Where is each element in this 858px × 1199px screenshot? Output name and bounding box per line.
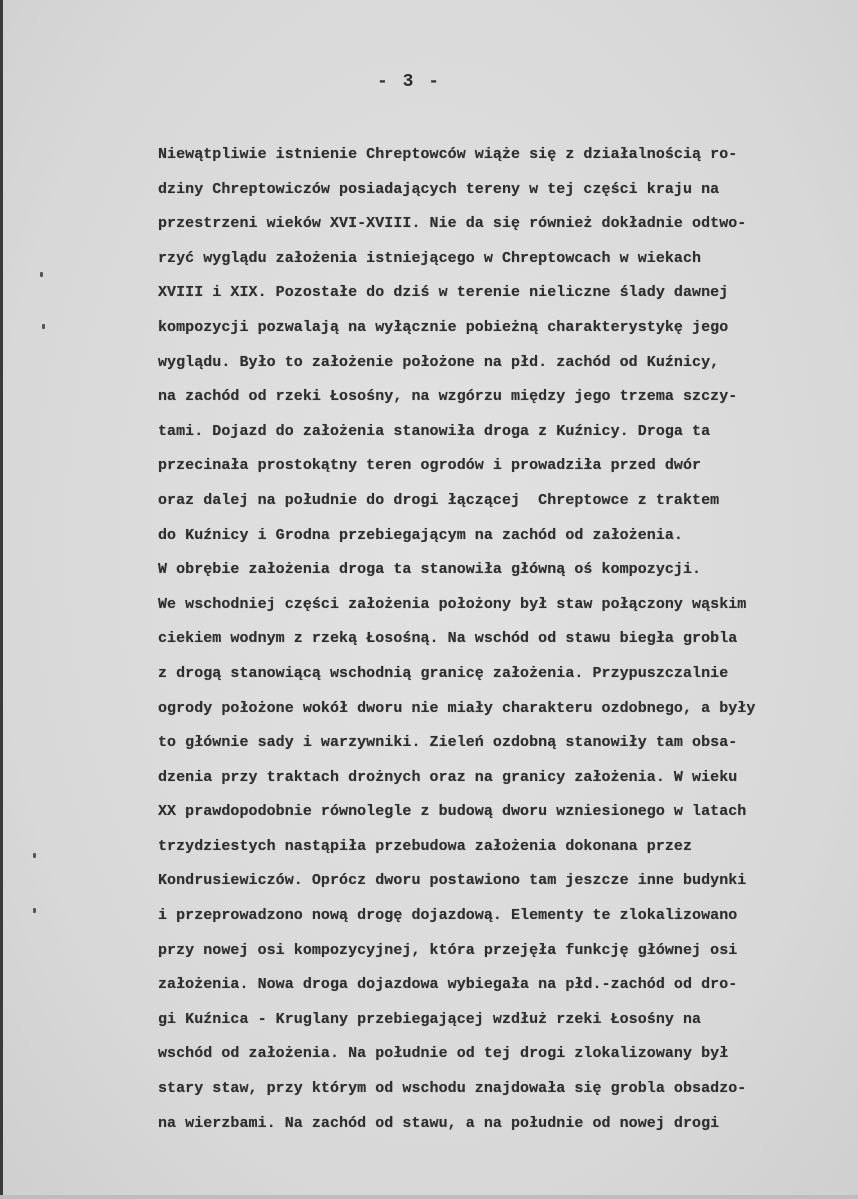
text-line: dziny Chreptowiczów posiadających tereny w tej części kraju na — [158, 180, 720, 198]
body-text — [158, 143, 858, 1146]
text-line: dzenia przy traktach drożnych oraz na granicy założenia. W wieku — [158, 768, 738, 786]
text-line: gi Kuźnica - Kruglany przebiegającej wzdłuż rzeki Łosośny na — [158, 1010, 702, 1028]
text-line: XVIII i XIX. Pozostałe do dziś w terenie nieliczne ślady dawnej — [158, 284, 729, 302]
text-line: Kondrusiewiczów. Oprócz dworu postawiono tam jeszcze inne budynki — [158, 872, 747, 890]
text-line: i przeprowadzono nową drogę dojazdową. Elementy te zlokalizowano — [158, 907, 738, 925]
text-line: XX prawdopodobnie równolegle z budową dworu wzniesionego w latach — [158, 803, 747, 821]
text-line: wschód od założenia. Na południe od tej drogi zlokalizowany był — [158, 1045, 729, 1063]
page-left-edge — [0, 0, 3, 1199]
text-line: przy nowej osi kompozycyjnej, która przejęła funkcję głównej osi — [158, 941, 738, 959]
text-line: Niewątpliwie istnienie Chreptowców wiąże się z działalnością ro- — [158, 146, 738, 163]
page-number: - 3 - — [376, 72, 441, 92]
text-line: rzyć wyglądu założenia istniejącego w Chreptowcach w wiekach — [158, 249, 702, 267]
text-line: ogrody położone wokół dworu nie miały charakteru ozdobnego, a były — [158, 699, 756, 717]
margin-mark — [33, 908, 36, 913]
text-line: z drogą stanowiącą wschodnią granicę założenia. Przypuszczalnie — [158, 664, 729, 682]
margin-mark — [40, 272, 43, 277]
text-line: trzydziestych nastąpiła przebudowa założenia dokonana przez — [158, 837, 693, 855]
text-line: W obrębie założenia droga ta stanowiła główną oś kompozycji. — [158, 561, 702, 579]
text-line: przestrzeni wieków XVI-XVIII. Nie da się również dokładnie odtwo- — [158, 215, 747, 233]
margin-mark — [33, 853, 36, 858]
text-line: ciekiem wodnym z rzeką Łosośną. Na wschód od stawu biegła grobla — [158, 630, 738, 648]
text-line: tami. Dojazd do założenia stanowiła droga z Kuźnicy. Droga ta — [158, 422, 711, 440]
text-line: We wschodniej części założenia położony był staw połączony wąskim — [158, 595, 747, 613]
text-line: na zachód od rzeki Łosośny, na wzgórzu między jego trzema szczy- — [158, 388, 738, 406]
text-line: oraz dalej na południe do drogi łączącej Chreptowce z traktem — [158, 491, 720, 509]
text-line: do Kuźnicy i Grodna przebiegającym na zachód od założenia. — [158, 526, 683, 544]
text-line: założenia. Nowa droga dojazdowa wybiegała na płd.-zachód od dro- — [158, 976, 738, 994]
text-line: przecinała prostokątny teren ogrodów i prowadziła przed dwór — [158, 457, 702, 475]
page-bottom-edge — [0, 1195, 858, 1199]
text-line: stary staw, przy którym od wschodu znajdowała się grobla obsadzo- — [158, 1080, 747, 1098]
text-line: wyglądu. Było to założenie położone na płd. zachód od Kuźnicy, — [158, 353, 720, 371]
text-line: to głównie sady i warzywniki. Zieleń ozdobną stanowiły tam obsa- — [158, 734, 738, 752]
text-line: na wierzbami. Na zachód od stawu, a na południe od nowej drogi — [158, 1114, 720, 1132]
margin-mark — [42, 324, 45, 329]
text-line: kompozycji pozwalają na wyłącznie pobieżną charakterystykę jego — [158, 318, 729, 336]
